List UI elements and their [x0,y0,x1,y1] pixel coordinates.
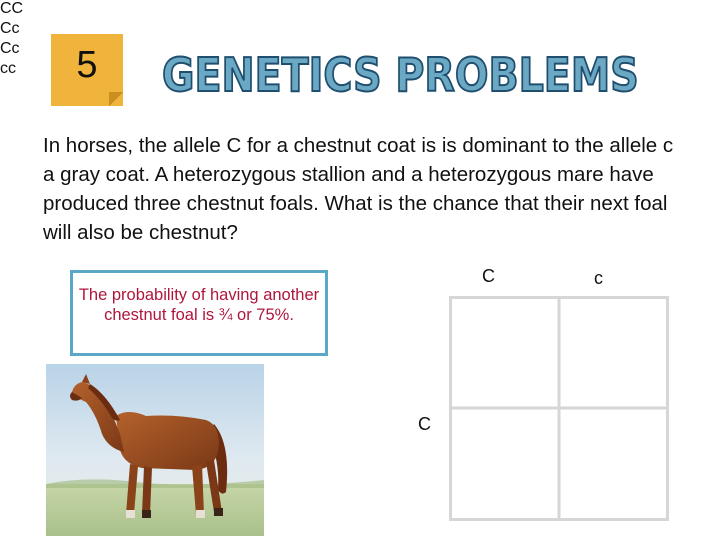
row-header: C [418,414,431,434]
punnett-cell: Cc [0,20,20,37]
slide-number: 5 [76,44,98,86]
column-header-recessive: c [594,268,603,288]
punnett-cell: Cc [0,40,20,57]
problem-text: In horses, the allele C for a chestnut coat is is dominant to the allele c a gray coat. A heterozygous stallion and a heterozygous mare have produced three chestnut foals. What is the chance that their next foal will also be chestnut? [43,134,674,244]
column-header-dominant: C [482,266,495,286]
slide-number-tab [51,34,123,106]
chestnut-horse-photo [46,364,264,536]
punnett-cell: cc [0,60,16,77]
page-fold-icon [109,92,123,106]
punnett-grid [449,296,669,521]
answer-text: The probability of having another chestnut foal is ¾ or 75%. [78,286,320,324]
slide-title: GENETICS PROBLEMS [162,48,639,102]
punnett-cell: CC [0,0,24,17]
answer-box [70,270,328,356]
